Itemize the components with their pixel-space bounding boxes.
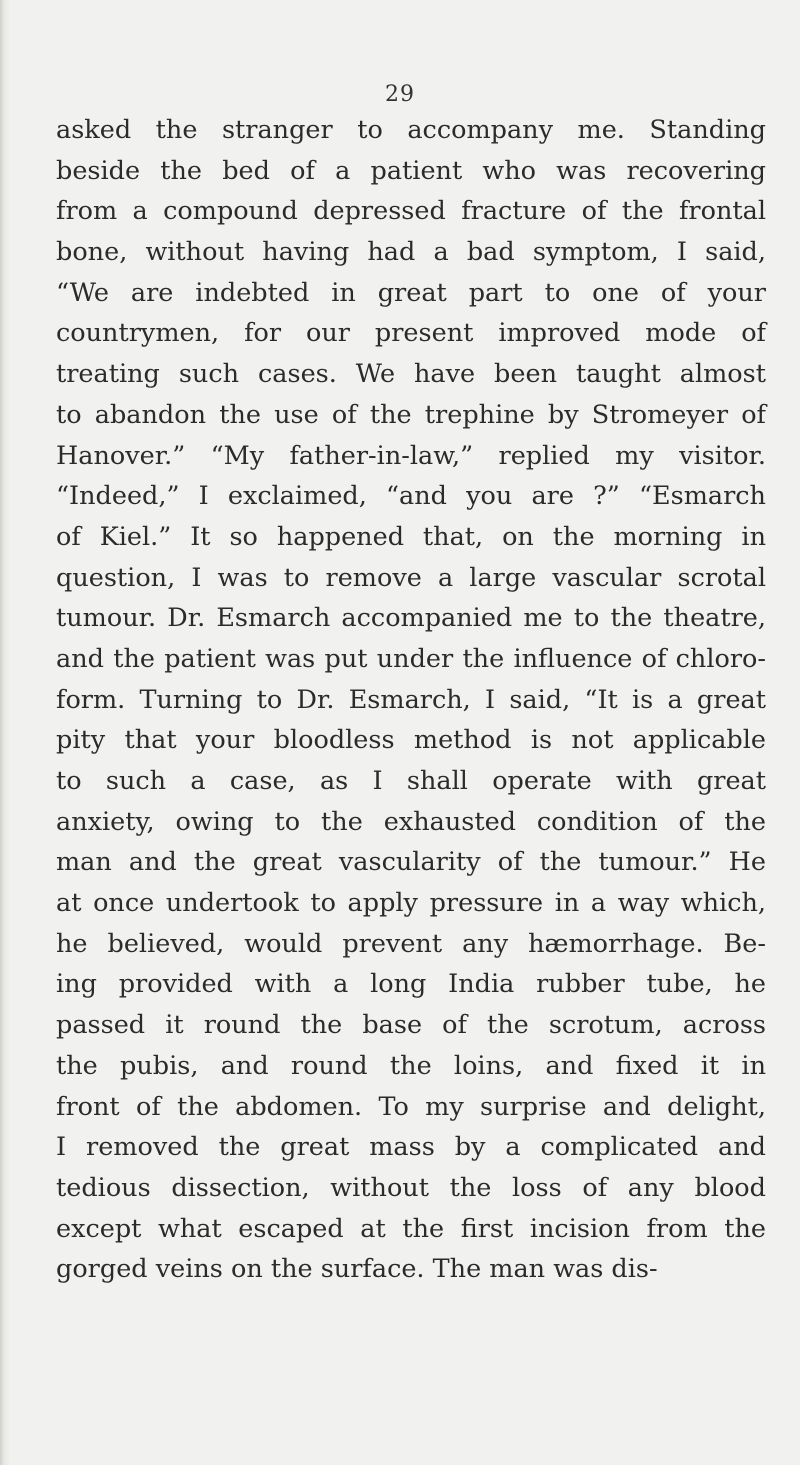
- text-line: except what escaped at the first incision from the: [56, 1213, 766, 1244]
- text-line: tumour. Dr. Esmarch accompanied me to the theatre,: [56, 603, 766, 634]
- text-line: countrymen, for our present improved mode of: [56, 318, 766, 349]
- text-line: question, I was to remove a large vascular scrotal: [56, 562, 766, 593]
- text-line: passed it round the base of the scrotum, across: [56, 1010, 766, 1041]
- text-line: pity that your bloodless method is not applicable: [56, 725, 766, 756]
- text-line: he believed, would prevent any hæmorrhage. Be-: [56, 928, 766, 959]
- text-line: bone, without having had a bad symptom, I said,: [56, 237, 766, 268]
- text-line: at once undertook to apply pressure in a way which,: [56, 888, 766, 919]
- text-line: anxiety, owing to the exhausted condition of the: [56, 806, 766, 837]
- text-line: “We are indebted in great part to one of your: [56, 277, 766, 308]
- text-line: ing provided with a long India rubber tube, he: [56, 969, 766, 1000]
- text-line: I removed the great mass by a complicated and: [56, 1132, 766, 1163]
- text-line: man and the great vascularity of the tumour.” He: [56, 847, 766, 878]
- text-line: from a compound depressed fracture of the frontal: [56, 196, 766, 227]
- text-line: “Indeed,” I exclaimed, “and you are ?” “Esmarch: [56, 481, 766, 512]
- text-line: the pubis, and round the loins, and fixed it in: [56, 1050, 766, 1081]
- text-line: and the patient was put under the influence of chloro-: [56, 643, 766, 674]
- text-line: front of the abdomen. To my surprise and delight,: [56, 1091, 766, 1122]
- text-line: of Kiel.” It so happened that, on the morning in: [56, 521, 766, 552]
- text-line: asked the stranger to accompany me. Standing: [56, 115, 766, 145]
- text-line: tedious dissection, without the loss of any blood: [56, 1172, 766, 1203]
- text-line: beside the bed of a patient who was recovering: [56, 155, 766, 186]
- text-line: to such a case, as I shall operate with great: [56, 766, 766, 796]
- text-line: form. Turning to Dr. Esmarch, I said, “It is a great: [56, 684, 766, 715]
- page-number: 29: [385, 82, 415, 107]
- page-edge: [0, 0, 10, 1465]
- text-line: to abandon the use of the trephine by Stromeyer of: [56, 399, 766, 430]
- body-text: [56, 110, 766, 1290]
- text-line: gorged veins on the surface. The man was dis-: [56, 1254, 658, 1285]
- text-line: treating such cases. We have been taught almost: [56, 359, 766, 390]
- text-line: Hanover.” “My father-in-law,” replied my visitor.: [56, 440, 766, 471]
